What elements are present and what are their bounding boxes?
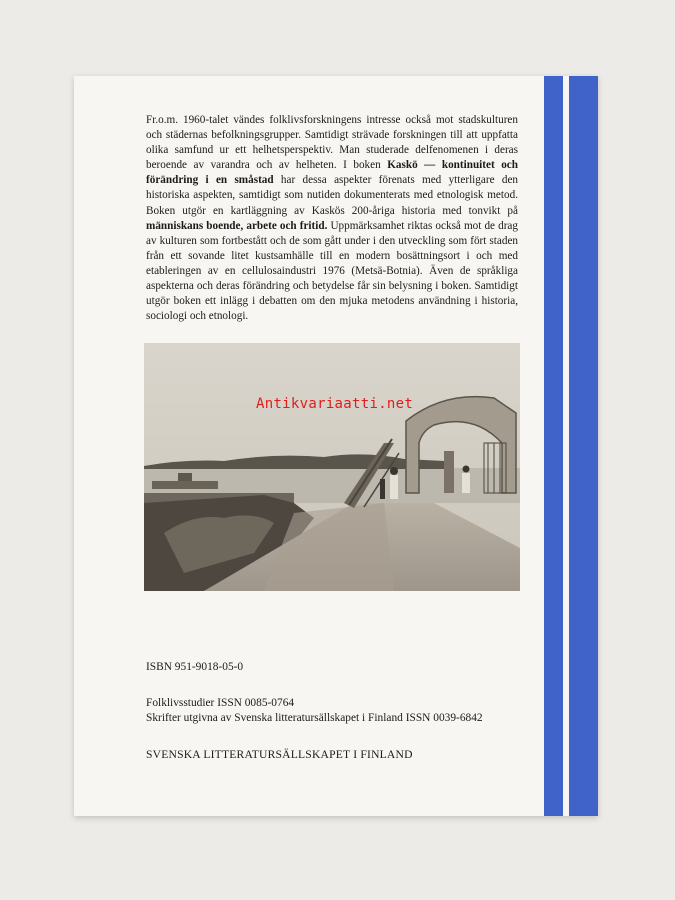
series-line-1: Folklivsstudier ISSN 0085-0764 [146, 697, 295, 709]
publisher-name: SVENSKA LITTERATURSÄLLSKAPET I FINLAND [146, 748, 413, 761]
blue-stripe-outer [569, 76, 598, 816]
blurb-part-1: Fr.o.m. 1960-talet vändes folklivsforskningens intresse också mot stadskulturen och städernas befolkningsgrupper. Samtidigt strävade forskningen till att uppfatta olika samfund ur ett helhetsperspektiv. Man studerade delfenomenen i deras beroende av varandra och av helheten. I boken [146, 114, 518, 172]
blurb-bold-title: Kaskö — kontinuitet och förändring i en småstad [146, 159, 518, 187]
blurb-bold-focus: människans boende, arbete och fritid. [146, 219, 328, 232]
isbn-text: ISBN 951-9018-05-0 [146, 661, 244, 673]
blurb-part-3: Uppmärksamhet riktas också mot de drag av kulturen som fortbestått och de som gått under i den utveckling som fört staden från ett sovande litet kustsamhälle till en modern bosättningsort i och med etableringen av en cellulosaindustri 1976 (Metsä-Botnia). Även de språkliga aspekterna och deras förändring och betydelse får sin belysning i boken. Samtidigt utgör boken ett inlägg i debatten om den mjuka metodens användning i historia, sociologi och etnologi. [146, 219, 518, 323]
blurb-part-2: har dessa aspekter förenats med ytterligare den historiska aspekten, samtidigt som nutiden dokumenterats med etnologisk metod. Boken utgör en kartläggning av Kaskös 200-åriga historia med tonvikt på [146, 174, 518, 217]
blue-stripe-inner [544, 76, 563, 816]
series-line-2: Skrifter utgivna av Svenska litteratursällskapet i Finland ISSN 0039-6842 [146, 712, 483, 724]
watermark-text: Antikvariaatti.net [256, 396, 414, 412]
book-back-cover [74, 76, 598, 816]
photo-illustration [144, 343, 520, 591]
historic-photo [144, 343, 520, 591]
blurb-text [146, 113, 518, 324]
